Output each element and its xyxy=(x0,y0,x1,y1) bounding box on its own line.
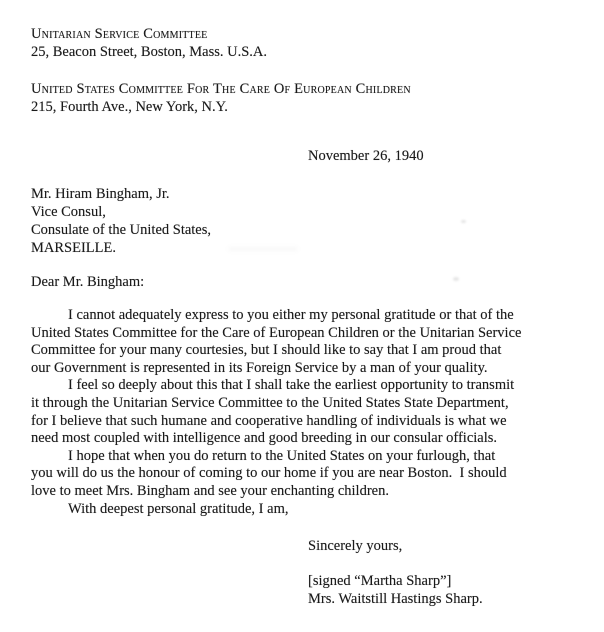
org2-name: United States Committee For The Care Of European Children xyxy=(31,81,411,97)
body-line: With deepest personal gratitude, I am, xyxy=(68,500,289,517)
recipient-city: MARSEILLE. xyxy=(31,240,116,256)
letter-body xyxy=(31,307,604,518)
valediction: Sincerely yours, xyxy=(308,538,403,555)
recipient-title: Vice Consul, xyxy=(31,204,106,220)
body-line: I hope that when you do return to the United States on your furlough, that xyxy=(68,447,496,464)
body-line: love to meet Mrs. Bingham and see your enchanting children. xyxy=(31,482,389,499)
signature-note: [signed “Martha Sharp”] xyxy=(308,573,452,590)
signer-name: Mrs. Waitstill Hastings Sharp. xyxy=(308,591,483,608)
recipient-organization: Consulate of the United States, xyxy=(31,222,212,238)
body-line: I cannot adequately express to you either my personal gratitude or that of the xyxy=(68,307,514,323)
body-line: need most coupled with intelligence and good breeding in our consular officials. xyxy=(31,430,498,447)
letterhead xyxy=(31,25,604,116)
salutation: Dear Mr. Bingham: xyxy=(31,274,145,290)
org1-address: 25, Beacon Street, Boston, Mass. U.S.A. xyxy=(31,44,268,60)
body-line: United States Committee for the Care of European Children or the Unitarian Service xyxy=(31,324,522,341)
body-line: you will do us the honour of coming to our home if you are near Boston. I should xyxy=(31,465,507,482)
body-line: I feel so deeply about this that I shall take the earliest opportunity to transmit xyxy=(68,377,515,394)
org1-name: Unitarian Service Committee xyxy=(31,26,208,42)
body-line: our Government is represented in its Foreign Service by a man of your quality. xyxy=(31,359,488,376)
body-line: it through the Unitarian Service Committee to the United States State Department, xyxy=(31,394,509,411)
signature-block xyxy=(308,572,604,608)
org2-address: 215, Fourth Ave., New York, N.Y. xyxy=(31,99,228,115)
body-line: Committee for your many courtesies, but I should like to say that I am proud that xyxy=(31,342,502,359)
scan-artifact xyxy=(461,220,466,223)
recipient-name: Mr. Hiram Bingham, Jr. xyxy=(31,186,170,202)
recipient-address-block xyxy=(31,185,604,257)
body-line: for I believe that such humane and cooperative handling of individuals is what we xyxy=(31,412,507,429)
letter-date: November 26, 1940 xyxy=(308,148,424,164)
scan-artifact xyxy=(228,247,298,251)
scan-artifact xyxy=(453,277,459,281)
